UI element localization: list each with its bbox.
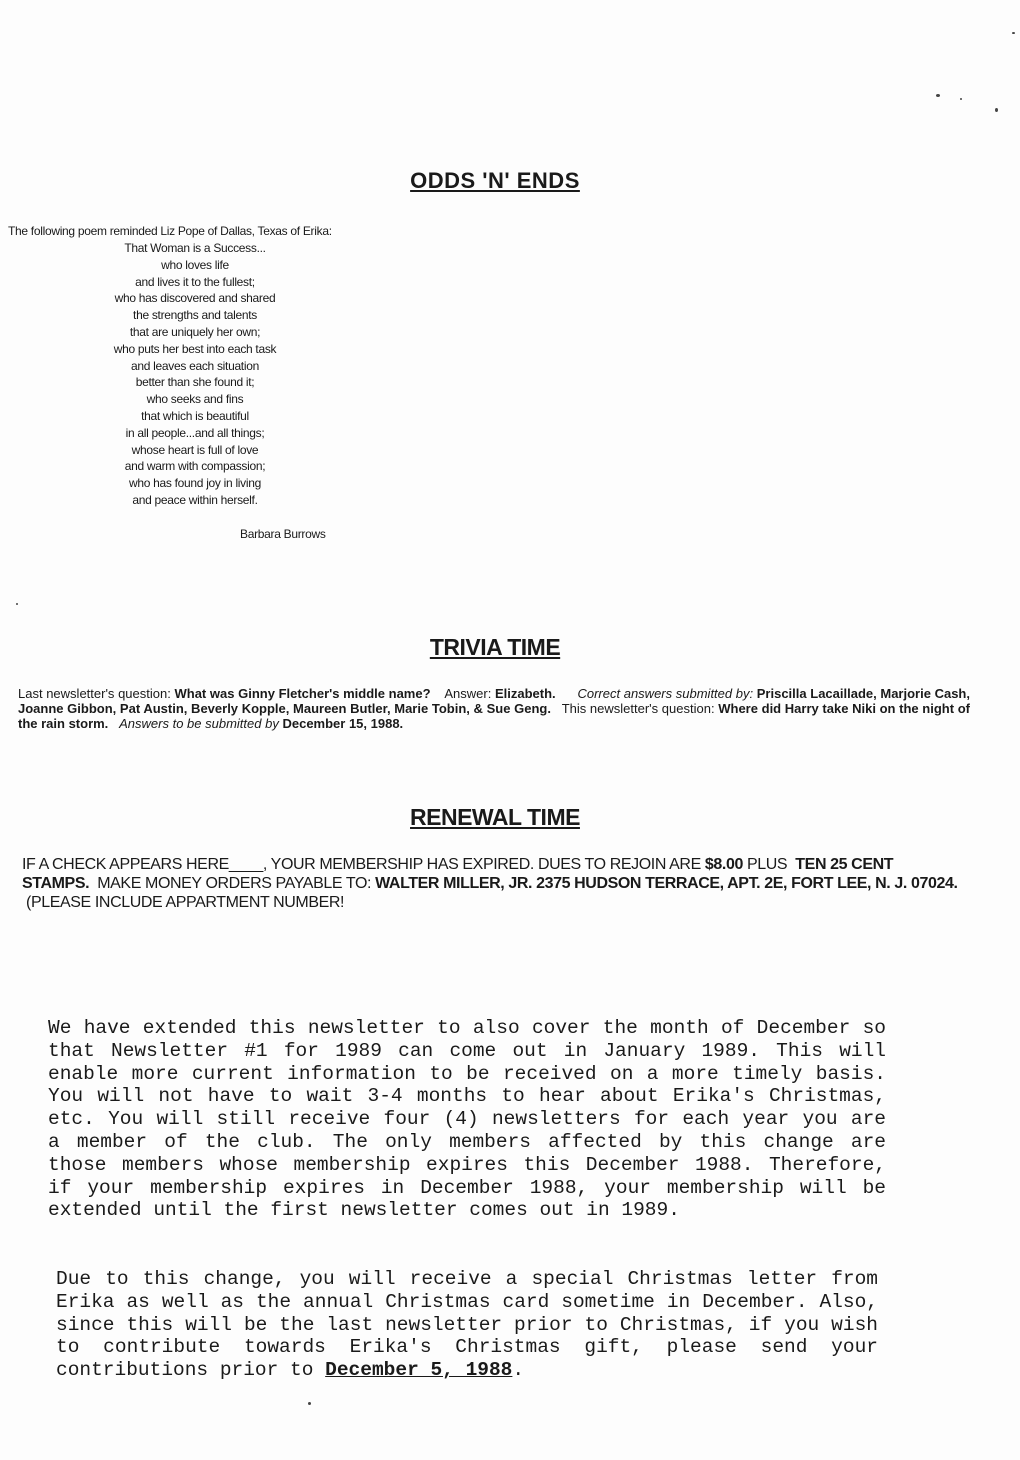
trivia-winners: Priscilla Lacaillade, Marjorie Cash, Joanne Gibbon, Pat Austin, Beverly Kopple, Maureen Butler, Marie Tobin, & Sue Geng. [18, 686, 970, 716]
scan-speck [16, 603, 18, 605]
renewal-address: WALTER MILLER, JR. 2375 HUDSON TERRACE, APT. 2E, FORT LEE, N. J. 07024. [375, 875, 958, 892]
poem-line: and lives it to the fullest; [135, 274, 255, 289]
poem-line: and warm with compassion; [124, 459, 266, 474]
notice-deadline: December 5, 1988 [325, 1359, 513, 1382]
scan-speck [308, 1402, 311, 1405]
trivia-new-question: Where did Harry take Niki on the night of the rain storm. [18, 701, 970, 731]
renewal-check-notice: IF A CHECK APPEARS HERE____, YOUR MEMBERSHIP HAS EXPIRED. DUES TO REJOIN ARE [22, 856, 701, 873]
scan-speck [960, 98, 962, 100]
poem-line: who loves life [161, 257, 229, 272]
poem-line: that which is beautiful [141, 408, 249, 423]
odds-n-ends-heading: ODDS 'N' ENDS [410, 168, 580, 193]
poem-line: the strengths and talents [133, 308, 257, 323]
notice-paragraph-2 [56, 1268, 878, 1382]
trivia-submit-date: December 15, 1988. [282, 716, 404, 731]
scan-speck [1012, 32, 1015, 34]
renewal-stamps: TEN 25 CENT STAMPS. [22, 856, 894, 892]
poem-line: that are uniquely her own; [129, 324, 261, 339]
scan-speck [936, 94, 940, 97]
poem-intro: The following poem reminded Liz Pope of Dallas, Texas of Erika: [8, 224, 332, 238]
renewal-time-heading: RENEWAL TIME [410, 804, 580, 830]
poem-line: who has found joy in living [129, 476, 261, 491]
poem-line: That Woman is a Success... [124, 241, 266, 255]
renewal-payable-label: MAKE MONEY ORDERS PAYABLE TO: [97, 875, 372, 892]
notice-paragraph-1: We have extended this newsletter to also cover the month of December so that Newsletter #1 for 1989 can come out in January 1989. This will enable more current information to be received on a more timely basis. You will not have to wait 3-4 months to hear about Erika's Christmas, etc. You will still receive four (4) newsletters for each year you are a member of the club. The only members affected by this change are those members whose membership expires this December 1988. Therefore, if your membership expires in December 1988, your membership will be extended until the first newsletter comes out in 1989. [48, 1017, 886, 1222]
poem-line: and leaves each situation [131, 358, 259, 373]
trivia-new-question-label: This newsletter's question: [561, 701, 715, 716]
renewal-body [22, 855, 964, 912]
trivia-last-question: What was Ginny Fletcher's middle name? [174, 686, 431, 701]
trivia-answer: Elizabeth. [494, 686, 556, 701]
renewal-plus: PLUS [747, 856, 788, 873]
poem-line: in all people...and all things; [125, 425, 265, 440]
poem-author: Barbara Burrows [240, 527, 326, 541]
trivia-submit-label: Answers to be submitted by [119, 716, 279, 731]
trivia-time-heading: TRIVIA TIME [429, 634, 561, 660]
poem-line: better than she found it; [135, 375, 255, 390]
poem-line: whose heart is full of love [131, 442, 259, 457]
notice-end: . [512, 1359, 525, 1382]
poem-line: who puts her best into each task [113, 341, 277, 356]
poem-line: who has discovered and shared [114, 291, 276, 306]
trivia-last-question-label: Last newsletter's question: [18, 686, 171, 701]
poem-line: and peace within herself. [132, 492, 258, 507]
scan-speck [995, 108, 998, 112]
trivia-body [18, 686, 970, 731]
renewal-dues: $8.00 [704, 856, 743, 873]
poem-line: who seeks and fins [146, 392, 244, 407]
trivia-answer-label: Answer: [444, 686, 492, 701]
trivia-correct-label: Correct answers submitted by: [577, 686, 754, 701]
poem [100, 240, 290, 509]
renewal-note: (PLEASE INCLUDE APPARTMENT NUMBER! [26, 894, 345, 911]
notice-paragraph-2-text: Due to this change, you will receive a special Christmas letter from Erika as well as the annual Christmas card sometime in December. Also, since this will be the last newsletter prior to Christmas, if you wish to contribute towards Erika's Christmas gift, please send your contributions prior to [56, 1268, 878, 1382]
